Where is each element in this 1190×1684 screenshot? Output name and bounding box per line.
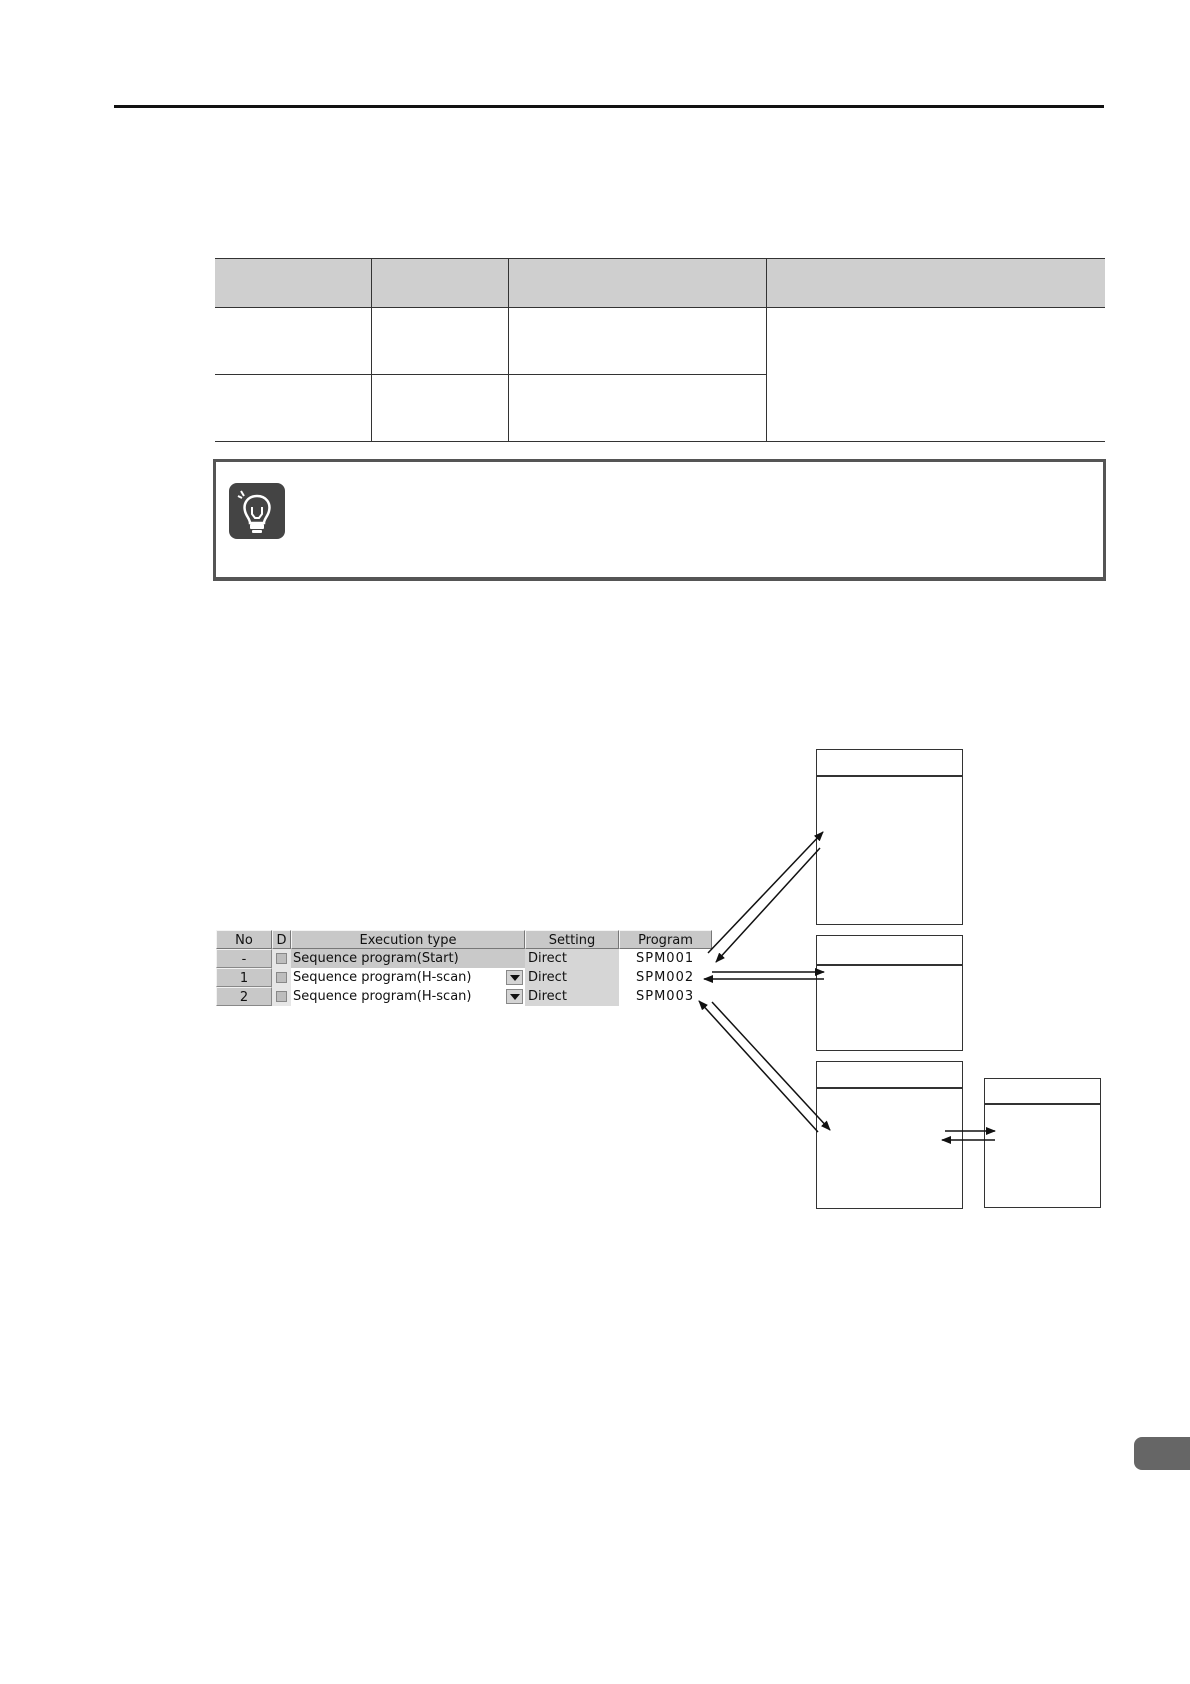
column-header-no[interactable]: No (216, 930, 272, 949)
column-header-d[interactable]: D (272, 930, 291, 949)
setting-cell[interactable]: Direct (525, 968, 619, 987)
row-number: - (216, 949, 272, 968)
program-cell[interactable]: SPM001 (619, 949, 712, 968)
return-arrow (716, 848, 820, 962)
row-number: 2 (216, 987, 272, 1006)
setting-cell[interactable]: Direct (525, 949, 619, 968)
setting-cell[interactable]: Direct (525, 987, 619, 1006)
program-cell[interactable]: SPM002 (619, 968, 712, 987)
call-arrow (708, 832, 823, 953)
execution-type-cell[interactable]: Sequence program(Start) (291, 949, 525, 968)
execution-type-value: Sequence program(H-scan) (293, 989, 472, 1004)
call-arrow (712, 1002, 830, 1130)
column-header-setting[interactable]: Setting (525, 930, 619, 949)
return-arrow (699, 1001, 818, 1132)
row-number: 1 (216, 968, 272, 987)
column-header-program[interactable]: Program (619, 930, 712, 949)
column-header-execution-type[interactable]: Execution type (291, 930, 525, 949)
program-cell[interactable]: SPM003 (619, 987, 712, 1006)
execution-type-value: Sequence program(H-scan) (293, 970, 472, 985)
chapter-tab (1134, 1437, 1190, 1470)
